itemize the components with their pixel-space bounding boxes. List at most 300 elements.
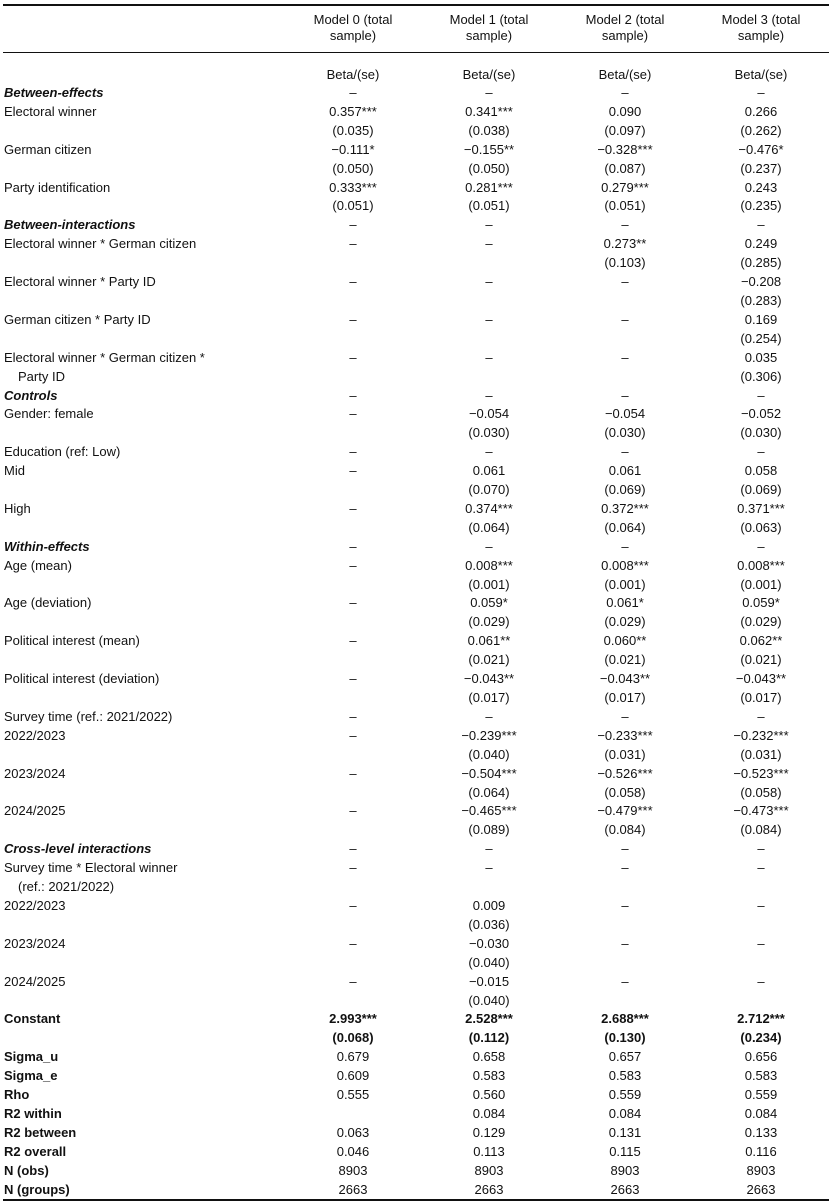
row-label-line: Age (mean) — [4, 557, 72, 573]
model-0-cell — [285, 557, 421, 595]
coefficient-value: – — [621, 444, 629, 460]
model-1-cell — [421, 670, 557, 708]
coefficient-value: – — [349, 973, 357, 989]
row-label — [3, 840, 285, 859]
coefficient-value: 0.341*** — [465, 103, 513, 119]
model-3-cell — [693, 311, 829, 349]
header-row-models — [3, 5, 829, 53]
model-2-cell — [557, 273, 693, 311]
row-label — [3, 141, 285, 179]
standard-error-value: (0.234) — [740, 1030, 782, 1046]
standard-error-value: (0.064) — [468, 784, 510, 800]
coefficient-value: 0.131 — [608, 1124, 642, 1140]
coefficient-value: 0.560 — [472, 1087, 506, 1103]
row-label-line: Sigma_e — [4, 1068, 58, 1084]
coefficient-value: 2.712*** — [737, 1011, 785, 1027]
model-0-cell — [285, 1162, 421, 1181]
model-2-cell — [557, 141, 693, 179]
model-3-cell — [693, 727, 829, 765]
row-label — [3, 179, 285, 217]
coefficient-value: – — [621, 274, 629, 290]
coefficient-value: −0.052 — [740, 406, 782, 422]
model-1-cell — [421, 1086, 557, 1105]
model-2-cell — [557, 311, 693, 349]
coefficient-value: 2663 — [746, 1181, 776, 1197]
row-label-line: Sigma_u — [4, 1049, 59, 1065]
standard-error-value: (0.084) — [740, 822, 782, 838]
model-0-cell — [285, 273, 421, 311]
coefficient-value: – — [485, 538, 493, 554]
coefficient-value: 0.559 — [744, 1087, 778, 1103]
header-model-line: sample) — [465, 28, 513, 43]
header-model-line: sample) — [601, 28, 649, 43]
model-0-cell — [285, 103, 421, 141]
model-2-cell — [557, 935, 693, 973]
standard-error-value: (0.051) — [604, 198, 646, 214]
coefficient-value: 0.609 — [336, 1068, 370, 1084]
model-1-cell — [421, 500, 557, 538]
standard-error-value: (0.040) — [468, 992, 510, 1008]
section-row — [3, 216, 829, 235]
row-label — [3, 859, 285, 897]
coefficient-value: – — [349, 803, 357, 819]
row-label — [3, 935, 285, 973]
coefficient-value: – — [349, 500, 357, 516]
coefficient-value: −0.526*** — [597, 765, 653, 781]
row-label-line: Party identification — [4, 179, 111, 195]
model-1-cell — [421, 708, 557, 727]
model-3-cell — [693, 387, 829, 406]
model-3-cell — [693, 235, 829, 273]
coefficient-value: – — [621, 935, 629, 951]
coefficient-value: −0.043** — [463, 671, 515, 687]
table-row — [3, 349, 829, 387]
header-row-stat — [3, 53, 829, 85]
coefficient-value: – — [349, 311, 357, 327]
row-label-line: Electoral winner * Party ID — [4, 274, 156, 290]
model-0-cell — [285, 594, 421, 632]
coefficient-value: 0.009 — [472, 897, 506, 913]
model-1-cell — [421, 462, 557, 500]
standard-error-value: (0.029) — [740, 614, 782, 630]
table-row — [3, 765, 829, 803]
model-0-cell — [285, 1105, 421, 1124]
row-label-line: Political interest (deviation) — [4, 671, 160, 687]
model-2-cell — [557, 897, 693, 935]
coefficient-value: – — [757, 538, 765, 554]
row-label — [3, 462, 285, 500]
row-label — [3, 1124, 285, 1143]
row-label — [3, 897, 285, 935]
row-label — [3, 1010, 285, 1048]
table-row — [3, 311, 829, 349]
model-2-cell — [557, 1010, 693, 1048]
coefficient-value: – — [485, 841, 493, 857]
coefficient-value: −0.239*** — [461, 727, 517, 743]
table-row — [3, 594, 829, 632]
header-model-3 — [693, 5, 829, 53]
coefficient-value: – — [349, 595, 357, 611]
header-empty-cell — [3, 53, 285, 85]
model-3-cell — [693, 179, 829, 217]
model-1-cell — [421, 405, 557, 443]
model-0-cell — [285, 179, 421, 217]
standard-error-value: (0.064) — [604, 519, 646, 535]
coefficient-value: 8903 — [338, 1162, 368, 1178]
model-3-cell — [693, 1143, 829, 1162]
coefficient-value: 0.279*** — [601, 179, 649, 195]
row-label-line: Party ID — [18, 368, 65, 384]
coefficient-value: – — [349, 463, 357, 479]
table-row — [3, 462, 829, 500]
standard-error-value: (0.001) — [468, 576, 510, 592]
row-label-line: Electoral winner * German citizen * — [4, 349, 205, 365]
coefficient-value: −0.054 — [468, 406, 510, 422]
section-row — [3, 84, 829, 103]
coefficient-value: 0.129 — [472, 1124, 506, 1140]
coefficient-value: −0.030 — [468, 935, 510, 951]
standard-error-value: (0.058) — [604, 784, 646, 800]
coefficient-value: – — [485, 387, 493, 403]
model-0-cell — [285, 538, 421, 557]
coefficient-value: – — [349, 897, 357, 913]
model-3-cell — [693, 84, 829, 103]
model-0-cell — [285, 632, 421, 670]
header-model-2 — [557, 5, 693, 53]
model-1-cell — [421, 349, 557, 387]
coefficient-value: – — [621, 387, 629, 403]
model-1-cell — [421, 1105, 557, 1124]
coefficient-value: 0.583 — [744, 1068, 778, 1084]
model-2-cell — [557, 103, 693, 141]
row-label — [3, 765, 285, 803]
coefficient-value: 0.059* — [470, 595, 508, 611]
row-label-line: Mid — [4, 463, 25, 479]
model-2-cell — [557, 1162, 693, 1181]
row-label-line: Age (deviation) — [4, 595, 92, 611]
coefficient-value: −0.233*** — [597, 727, 653, 743]
standard-error-value: (0.089) — [468, 822, 510, 838]
table-row — [3, 708, 829, 727]
coefficient-value: −0.476* — [738, 141, 784, 157]
model-3-cell — [693, 1067, 829, 1086]
table-row — [3, 1048, 829, 1067]
coefficient-value: 8903 — [610, 1162, 640, 1178]
coefficient-value: – — [349, 387, 357, 403]
header-model-line: Model 2 (total — [585, 12, 665, 27]
row-label-line: (ref.: 2021/2022) — [18, 879, 115, 895]
row-label-line: 2023/2024 — [4, 935, 66, 951]
coefficient-value: 0.090 — [608, 103, 642, 119]
table-row — [3, 557, 829, 595]
coefficient-value: – — [349, 708, 357, 724]
row-label-line: Political interest (mean) — [4, 633, 140, 649]
standard-error-value: (0.235) — [740, 198, 782, 214]
model-0-cell — [285, 670, 421, 708]
coefficient-value: 0.583 — [608, 1068, 642, 1084]
standard-error-value: (0.031) — [740, 746, 782, 762]
model-2-cell — [557, 557, 693, 595]
row-label — [3, 557, 285, 595]
coefficient-value: – — [485, 311, 493, 327]
model-0-cell — [285, 840, 421, 859]
model-3-cell — [693, 1105, 829, 1124]
coefficient-value: −0.473*** — [733, 803, 789, 819]
model-2-cell — [557, 1124, 693, 1143]
standard-error-value: (0.017) — [740, 690, 782, 705]
coefficient-value: 0.357*** — [329, 103, 377, 119]
coefficient-value: 0.059* — [742, 595, 780, 611]
header-model-line: sample) — [329, 28, 377, 43]
coefficient-value: 0.113 — [473, 1143, 505, 1159]
model-3-cell — [693, 1124, 829, 1143]
row-label — [3, 235, 285, 273]
standard-error-value: (0.069) — [740, 482, 782, 498]
coefficient-value: 0.063 — [336, 1124, 370, 1140]
coefficient-value: – — [621, 841, 629, 857]
model-3-cell — [693, 443, 829, 462]
coefficient-value: – — [349, 841, 357, 857]
standard-error-value: (0.021) — [740, 652, 782, 668]
coefficient-value: 0.679 — [336, 1049, 370, 1065]
model-0-cell — [285, 727, 421, 765]
table-row — [3, 670, 829, 708]
model-3-cell — [693, 405, 829, 443]
model-0-cell — [285, 235, 421, 273]
coefficient-value: – — [757, 217, 765, 233]
model-0-cell — [285, 765, 421, 803]
coefficient-value: 0.060** — [603, 633, 647, 649]
coefficient-value: – — [349, 538, 357, 554]
model-1-cell — [421, 557, 557, 595]
model-1-cell — [421, 727, 557, 765]
model-0-cell — [285, 1010, 421, 1048]
coefficient-value: – — [621, 973, 629, 989]
table-row — [3, 500, 829, 538]
model-3-cell — [693, 859, 829, 897]
model-0-cell — [285, 973, 421, 1011]
coefficient-value: – — [621, 708, 629, 724]
table-row — [3, 1162, 829, 1181]
coefficient-value: 0.061 — [472, 463, 506, 479]
model-1-cell — [421, 141, 557, 179]
section-row — [3, 387, 829, 406]
model-2-cell — [557, 500, 693, 538]
model-2-cell — [557, 840, 693, 859]
model-2-cell — [557, 462, 693, 500]
model-3-cell — [693, 216, 829, 235]
model-3-cell — [693, 273, 829, 311]
coefficient-value: −0.208 — [740, 274, 782, 290]
coefficient-value: 0.658 — [472, 1049, 506, 1065]
model-2-cell — [557, 708, 693, 727]
row-label — [3, 84, 285, 103]
table-row — [3, 443, 829, 462]
standard-error-value: (0.051) — [468, 198, 510, 214]
coefficient-value: – — [349, 217, 357, 233]
row-label-line: High — [4, 500, 31, 516]
coefficient-value: 2663 — [338, 1181, 368, 1197]
model-2-cell — [557, 1067, 693, 1086]
coefficient-value: −0.111* — [331, 141, 375, 157]
table-row — [3, 235, 829, 273]
coefficient-value: 0.657 — [608, 1049, 642, 1065]
standard-error-value: (0.283) — [740, 292, 782, 308]
coefficient-value: −0.015 — [468, 973, 510, 989]
model-2-cell — [557, 1086, 693, 1105]
coefficient-value: – — [349, 633, 357, 649]
model-0-cell — [285, 311, 421, 349]
standard-error-value: (0.064) — [468, 519, 510, 535]
coefficient-value: 0.008*** — [601, 557, 649, 573]
standard-error-value: (0.058) — [740, 784, 782, 800]
table-row — [3, 1124, 829, 1143]
model-1-cell — [421, 179, 557, 217]
coefficient-value: – — [757, 897, 765, 913]
model-1-cell — [421, 387, 557, 406]
coefficient-value: 2663 — [474, 1181, 504, 1197]
coefficient-value: – — [485, 274, 493, 290]
row-label-line: Constant — [4, 1011, 61, 1027]
model-2-cell — [557, 727, 693, 765]
model-3-cell — [693, 141, 829, 179]
standard-error-value: (0.038) — [468, 122, 510, 138]
coefficient-value: – — [349, 274, 357, 290]
row-label — [3, 443, 285, 462]
header-stat-label: Beta/(se) — [598, 67, 652, 82]
table-row — [3, 859, 829, 897]
coefficient-value: −0.155** — [463, 141, 515, 157]
coefficient-value: – — [349, 671, 357, 687]
coefficient-value: 2.993*** — [329, 1011, 377, 1027]
table-row — [3, 103, 829, 141]
model-3-cell — [693, 1048, 829, 1067]
standard-error-value: (0.040) — [468, 954, 510, 970]
coefficient-value: −0.054 — [604, 406, 646, 422]
coefficient-value: – — [349, 406, 357, 422]
coefficient-value: – — [349, 765, 357, 781]
coefficient-value: 0.281*** — [465, 179, 513, 195]
coefficient-value: – — [757, 973, 765, 989]
model-2-cell — [557, 594, 693, 632]
row-label — [3, 273, 285, 311]
coefficient-value: 0.058 — [744, 463, 778, 479]
model-3-cell — [693, 349, 829, 387]
coefficient-value: – — [757, 444, 765, 460]
header-model-line: Model 1 (total — [449, 12, 529, 27]
coefficient-value: – — [349, 860, 357, 876]
coefficient-value: – — [757, 387, 765, 403]
coefficient-value: – — [349, 935, 357, 951]
row-label — [3, 349, 285, 387]
model-1-cell — [421, 1067, 557, 1086]
row-label — [3, 103, 285, 141]
coefficient-value: 0.008*** — [465, 557, 513, 573]
model-2-cell — [557, 84, 693, 103]
coefficient-value: −0.328*** — [597, 141, 653, 157]
coefficient-value: 0.266 — [744, 103, 778, 119]
table-row — [3, 1086, 829, 1105]
coefficient-value: 0.046 — [336, 1143, 370, 1159]
coefficient-value: 0.061** — [467, 633, 511, 649]
coefficient-value: – — [757, 841, 765, 857]
model-1-cell — [421, 840, 557, 859]
coefficient-value: – — [621, 311, 629, 327]
model-0-cell — [285, 897, 421, 935]
coefficient-value: 0.555 — [336, 1087, 370, 1103]
standard-error-value: (0.050) — [332, 160, 374, 176]
coefficient-value: −0.465*** — [461, 803, 517, 819]
row-label — [3, 670, 285, 708]
model-0-cell — [285, 708, 421, 727]
coefficient-value: 0.084 — [472, 1105, 506, 1121]
coefficient-value: 0.374*** — [465, 500, 513, 516]
model-1-cell — [421, 859, 557, 897]
model-1-cell — [421, 1124, 557, 1143]
standard-error-value: (0.103) — [604, 255, 646, 271]
model-3-cell — [693, 538, 829, 557]
model-1-cell — [421, 311, 557, 349]
coefficient-value: 0.062** — [739, 633, 783, 649]
header-model-line: sample) — [737, 28, 785, 43]
model-3-cell — [693, 765, 829, 803]
row-label — [3, 1086, 285, 1105]
standard-error-value: (0.285) — [740, 255, 782, 271]
model-1-cell — [421, 632, 557, 670]
model-3-cell — [693, 103, 829, 141]
section-row — [3, 840, 829, 859]
standard-error-value: (0.001) — [740, 576, 782, 592]
coefficient-value: – — [485, 444, 493, 460]
table-row — [3, 1143, 829, 1162]
header-stat-label: Beta/(se) — [734, 67, 788, 82]
coefficient-value: 0.559 — [608, 1087, 642, 1103]
header-model-1 — [421, 5, 557, 53]
model-2-cell — [557, 216, 693, 235]
standard-error-value: (0.017) — [604, 690, 646, 705]
table-row — [3, 1067, 829, 1086]
standard-error-value: (0.035) — [332, 122, 374, 138]
coefficient-value: – — [757, 85, 765, 100]
coefficient-value: – — [485, 217, 493, 233]
model-2-cell — [557, 405, 693, 443]
model-0-cell — [285, 1143, 421, 1162]
model-2-cell — [557, 1105, 693, 1124]
model-2-cell — [557, 443, 693, 462]
coefficient-value: 0.133 — [744, 1124, 778, 1140]
row-label — [3, 387, 285, 406]
model-2-cell — [557, 179, 693, 217]
row-label-line: N (obs) — [4, 1162, 49, 1178]
row-label — [3, 1048, 285, 1067]
header-empty-cell — [3, 5, 285, 53]
coefficient-value: 0.061 — [608, 463, 642, 479]
model-2-cell — [557, 632, 693, 670]
row-label-line: R2 between — [4, 1124, 77, 1140]
model-2-cell — [557, 1143, 693, 1162]
standard-error-value: (0.021) — [604, 652, 646, 668]
model-1-cell — [421, 897, 557, 935]
standard-error-value: (0.087) — [604, 160, 646, 176]
model-3-cell — [693, 1162, 829, 1181]
model-1-cell — [421, 235, 557, 273]
row-label-line: Within-effects — [4, 538, 90, 554]
standard-error-value: (0.070) — [468, 482, 510, 498]
coefficient-value: – — [349, 727, 357, 743]
regression-table — [3, 4, 829, 1201]
coefficient-value: 2663 — [610, 1181, 640, 1197]
model-1-cell — [421, 935, 557, 973]
